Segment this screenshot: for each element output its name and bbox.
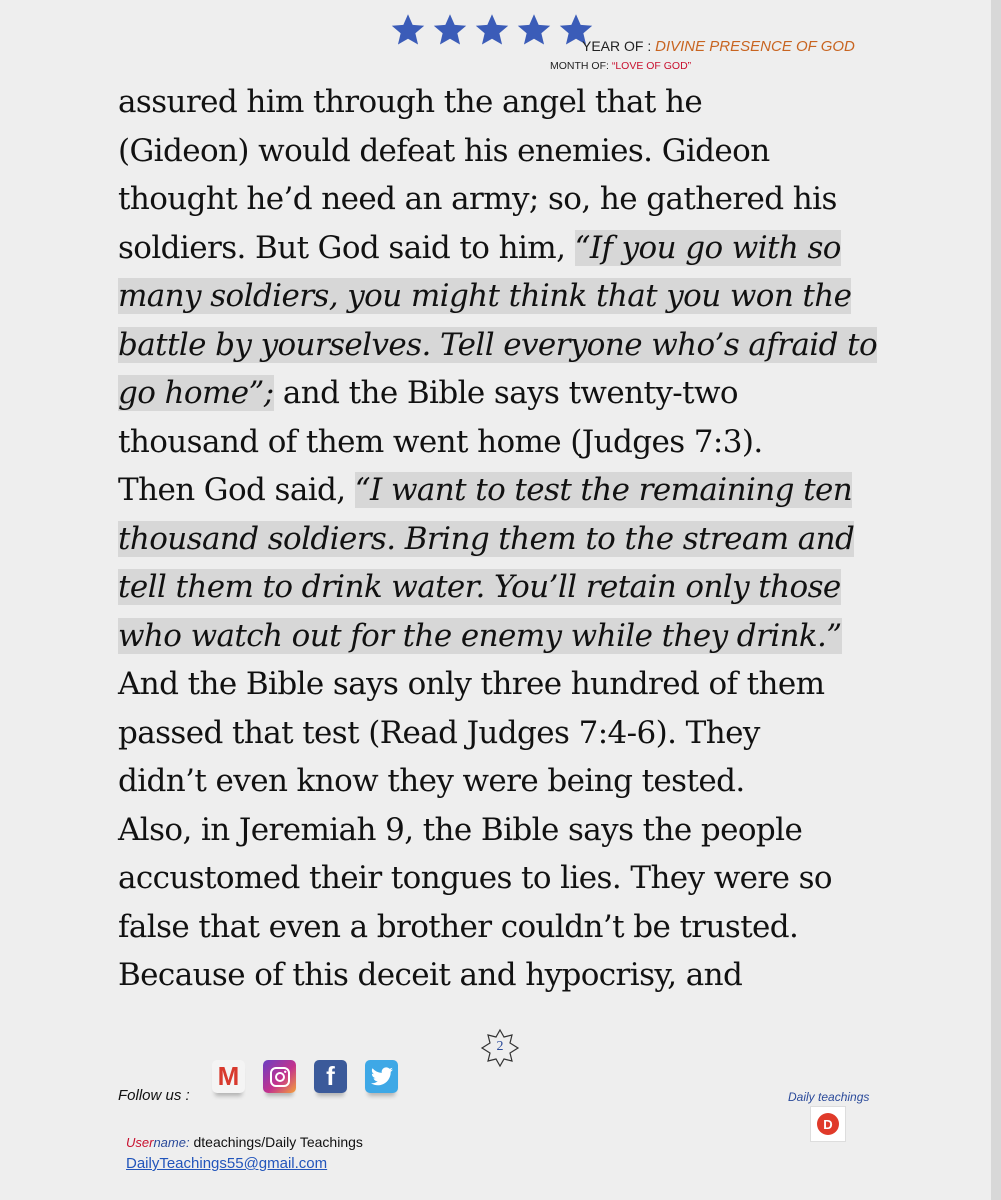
- body-text-segment: passed that test (Read Judges 7:4-6). They: [118, 714, 760, 751]
- facebook-icon[interactable]: f: [314, 1060, 347, 1093]
- page-number-badge: [480, 1028, 520, 1068]
- text-line: [118, 321, 898, 370]
- body-text-segment: Because of this deceit and hypocrisy, and: [118, 957, 743, 993]
- star-icon: [390, 12, 426, 48]
- gmail-icon[interactable]: M: [212, 1060, 245, 1093]
- body-text-segment: thousand of them went home (Judges 7:3).: [118, 423, 763, 460]
- star-rating: [390, 12, 594, 48]
- quoted-text: tell them to drink water. You’ll retain only those: [118, 569, 841, 605]
- brand-logo-mark: D: [817, 1113, 839, 1135]
- star-icon: [516, 12, 552, 48]
- year-value: DIVINE PRESENCE OF GOD: [655, 38, 855, 55]
- year-label: YEAR OF :: [582, 38, 656, 54]
- text-line: [118, 175, 898, 224]
- text-line: [118, 78, 898, 127]
- body-text-segment: assured him through the angel that he: [118, 84, 703, 120]
- text-line: [118, 757, 898, 806]
- body-text-segment: didn’t even know they were being tested.: [118, 763, 745, 799]
- username-label: [126, 1135, 190, 1150]
- body-text-segment: (Gideon) would defeat his enemies. Gideon: [118, 132, 770, 169]
- text-line: [118, 272, 898, 321]
- follow-label: Follow us :: [118, 1087, 190, 1104]
- body-text-segment: accustomed their tongues to lies. They were so: [118, 860, 832, 896]
- body-text-segment: Then God said,: [118, 472, 355, 508]
- month-label: MONTH OF:: [550, 60, 612, 72]
- text-line: [118, 369, 898, 418]
- body-text-segment: And the Bible says only three hundred of them: [118, 666, 825, 702]
- body-text: [118, 78, 898, 1000]
- text-line: [118, 854, 898, 903]
- text-line: [118, 127, 898, 176]
- quoted-text: “If you go with so: [574, 229, 841, 266]
- text-line: [118, 466, 898, 515]
- text-line: [118, 709, 898, 758]
- instagram-icon[interactable]: [263, 1060, 296, 1093]
- username-value: dteachings/Daily Teachings: [189, 1134, 363, 1150]
- year-heading: [582, 38, 855, 55]
- text-line: [118, 660, 898, 709]
- text-line: [118, 806, 898, 855]
- text-line: [118, 418, 898, 467]
- quoted-text: thousand soldiers. Bring them to the stream and: [118, 520, 855, 557]
- body-text-segment: soldiers. But God said to him,: [118, 229, 575, 266]
- brand-label: Daily teachings: [788, 1090, 870, 1104]
- page-edge: [991, 0, 1001, 1200]
- body-text-segment: and the Bible says twenty-two: [273, 375, 738, 411]
- text-line: [118, 903, 898, 952]
- text-line: [118, 515, 898, 564]
- quoted-text: many soldiers, you might think that you won the: [118, 278, 852, 314]
- username-label-a: User: [126, 1135, 154, 1150]
- quoted-text: “I want to test the remaining ten: [354, 472, 853, 508]
- body-text-segment: thought he’d need an army; so, he gathered his: [118, 181, 837, 217]
- quoted-text: who watch out for the enemy while they drink.”: [118, 617, 842, 654]
- text-line: [118, 224, 898, 273]
- text-line: [118, 612, 898, 661]
- email-link[interactable]: DailyTeachings55@gmail.com: [126, 1155, 328, 1172]
- text-line: [118, 951, 898, 1000]
- page-number: 2: [496, 1039, 504, 1054]
- social-icons: [212, 1060, 398, 1093]
- star-icon: [474, 12, 510, 48]
- body-text-segment: false that even a brother couldn’t be trusted.: [118, 908, 799, 945]
- quoted-text: go home”;: [118, 375, 274, 411]
- month-heading: [550, 60, 691, 72]
- twitter-icon[interactable]: [365, 1060, 398, 1093]
- username-line: [126, 1134, 363, 1150]
- month-value: “LOVE OF GOD”: [611, 60, 692, 72]
- username-label-b: name:: [153, 1135, 190, 1150]
- quoted-text: battle by yourselves. Tell everyone who’s afraid to: [118, 326, 878, 363]
- brand-logo: [810, 1106, 846, 1142]
- star-icon: [432, 12, 468, 48]
- body-text-segment: Also, in Jeremiah 9, the Bible says the people: [118, 811, 803, 848]
- text-line: [118, 563, 898, 612]
